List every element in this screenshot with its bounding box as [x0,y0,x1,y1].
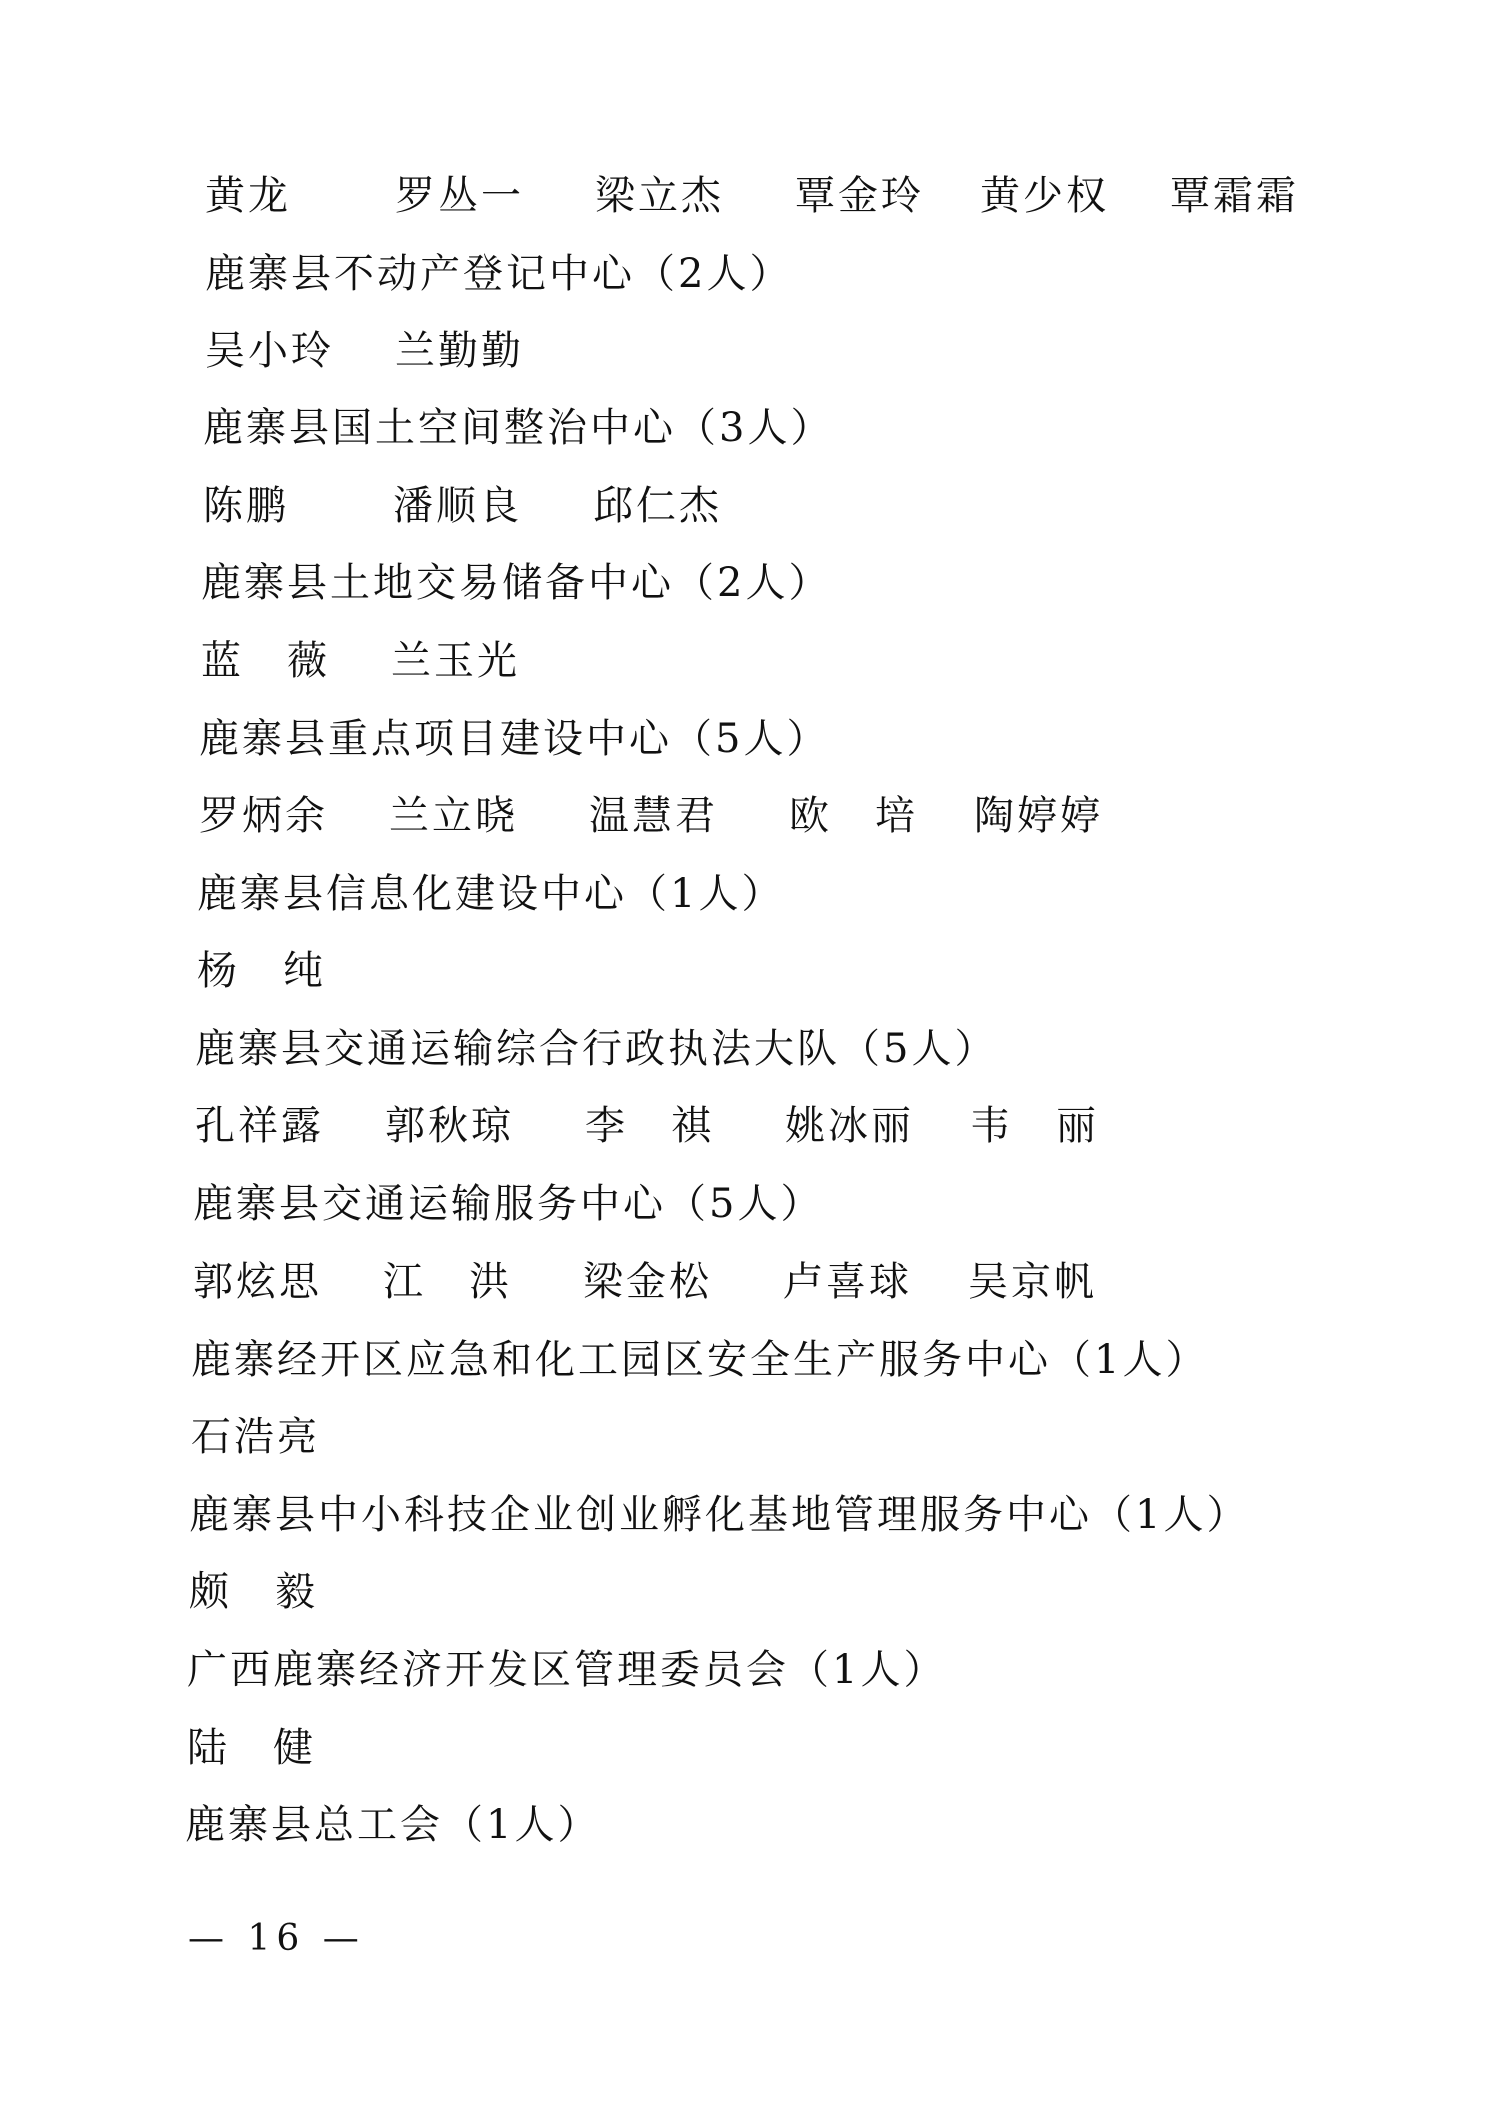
person-name: 兰玉光 [391,638,520,684]
name-row [201,637,1401,685]
unit-heading: 鹿寨县交通运输服务中心（5人） [193,1181,824,1227]
unit-heading: 鹿寨县国土空间整治中心（3人） [203,405,834,451]
person-name: 杨 纯 [197,948,326,994]
unit-heading: 鹿寨县总工会（1人） [185,1802,601,1848]
person-name: 黄少权 [980,173,1109,219]
name-row [193,1258,1393,1306]
person-name: 卢喜球 [783,1259,912,1305]
person-name: 姚冰丽 [785,1103,914,1149]
unit-heading: 鹿寨县信息化建设中心（1人） [197,871,785,917]
unit-heading: 鹿寨县重点项目建设中心（5人） [199,716,830,762]
name-row [191,1413,1391,1461]
person-name: 吴京帆 [968,1259,1097,1305]
name-row [205,172,1405,220]
person-name: 温慧君 [589,793,718,839]
person-name: 韦 丽 [970,1103,1099,1149]
person-name: 石浩亮 [191,1414,320,1460]
unit-heading: 鹿寨县不动产登记中心（2人） [205,251,793,297]
person-name: 郭炫思 [193,1259,322,1305]
person-name: 李 祺 [585,1103,714,1149]
person-name: 江 洪 [383,1259,512,1305]
person-name: 颇 毅 [189,1569,318,1615]
name-row [195,1102,1395,1150]
person-name: 罗炳余 [199,793,328,839]
person-name: 罗丛一 [395,173,524,219]
name-row [203,482,1403,530]
unit-heading: 鹿寨县土地交易储备中心（2人） [201,560,832,606]
person-name: 蓝 薇 [201,638,330,684]
person-name: 陈鹏 [203,483,289,529]
unit-heading: 鹿寨经开区应急和化工园区安全生产服务中心（1人） [191,1337,1209,1383]
name-row [189,1568,1389,1616]
person-name: 覃金玲 [795,173,924,219]
person-name: 梁金松 [583,1259,712,1305]
person-name: 兰勤勤 [395,328,524,374]
person-name: 潘顺良 [393,483,522,529]
person-name: 陶婷婷 [974,793,1103,839]
person-name: 兰立晓 [389,793,518,839]
name-row [187,1724,1387,1772]
person-name: 孔祥露 [195,1103,324,1149]
person-name: 覃霜霜 [1170,173,1299,219]
person-name: 梁立杰 [595,173,724,219]
person-name: 陆 健 [187,1725,316,1771]
name-row [197,947,1397,995]
name-row [199,792,1399,840]
unit-heading: 广西鹿寨经济开发区管理委员会（1人） [187,1647,947,1693]
person-name: 黄龙 [205,173,291,219]
person-name: 郭秋琼 [385,1103,514,1149]
person-name: 吴小玲 [205,328,334,374]
page-number: — 16 — [188,1918,365,1959]
person-name: 邱仁杰 [593,483,722,529]
person-name: 欧 培 [789,793,918,839]
unit-heading: 鹿寨县交通运输综合行政执法大队（5人） [195,1026,998,1072]
unit-heading: 鹿寨县中小科技企业创业孵化基地管理服务中心（1人） [189,1492,1250,1538]
name-row [205,327,1405,375]
